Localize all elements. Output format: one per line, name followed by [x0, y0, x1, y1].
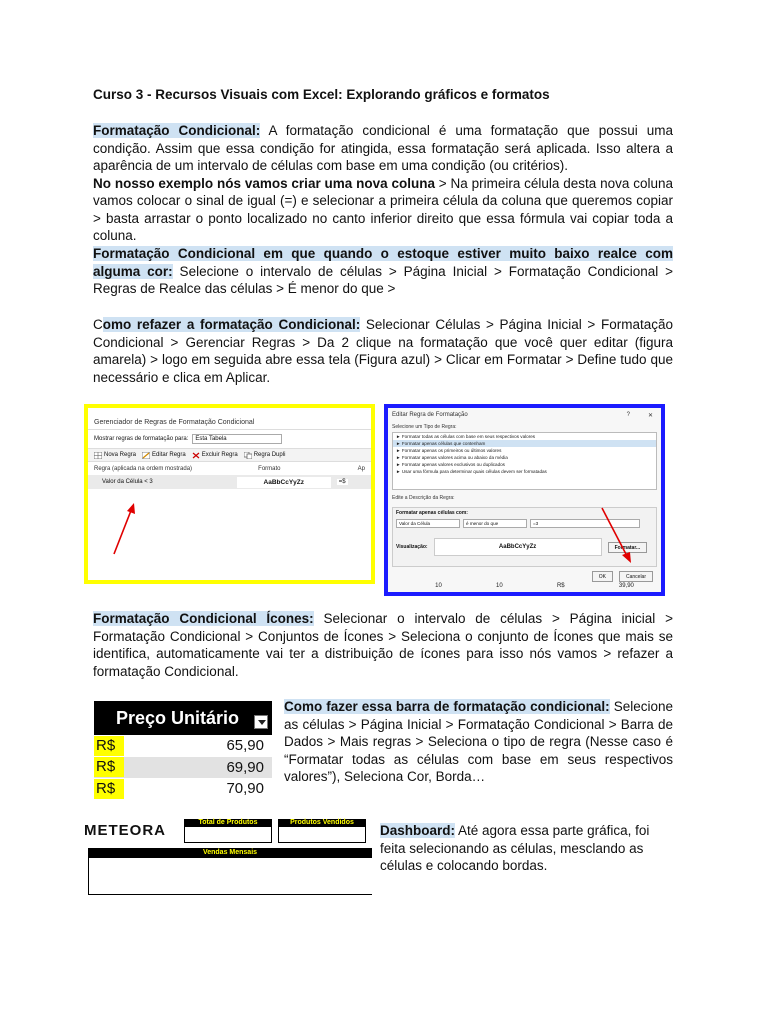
total-products-label: Total de Produtos	[184, 819, 272, 827]
section-label: Dashboard:	[380, 823, 456, 838]
document-title: Curso 3 - Recursos Visuais com Excel: Explorando gráficos e formatos	[93, 87, 550, 102]
applies-to-value: =$	[338, 479, 346, 485]
products-sold-value	[279, 827, 365, 842]
monthly-sales-area	[88, 858, 372, 895]
value-input[interactable]: =3	[530, 519, 640, 528]
paragraph-low-stock-highlight	[93, 245, 673, 298]
products-sold-label: Produtos Vendidos	[278, 819, 366, 827]
currency-cell: R$	[94, 736, 124, 756]
section-label: omo refazer a formatação Condicional:	[102, 317, 361, 332]
table-row	[94, 757, 272, 779]
section-label: Formatação Condicional em que quando o estoque estiver muito baixo realce com alguma cor:	[93, 246, 673, 279]
rule-type-item-selected[interactable]: ► Formatar apenas células que contenham	[393, 440, 656, 447]
edit-icon	[142, 452, 150, 459]
cell-value: 39,90	[618, 583, 634, 589]
products-sold-card	[278, 819, 366, 843]
red-arrow-icon	[110, 502, 140, 558]
condition-field-select[interactable]: Valor da Célula	[396, 519, 460, 528]
rule-type-list	[392, 432, 657, 490]
delete-rule-label: Excluir Regra	[201, 452, 238, 458]
unit-price-table	[94, 701, 272, 800]
currency-cell: R$	[94, 779, 124, 799]
bold-phrase: No nosso exemplo nós vamos criar uma nova coluna	[93, 175, 435, 191]
paragraph-dashboard	[380, 822, 673, 875]
close-icon[interactable]: ✕	[647, 413, 653, 419]
paragraph-text: Selecionar Células > Página Inicial > Formatação Condicional > Gerenciar Regras > Da 2 clique na formatação que você quer editar (figura amarela) > logo em seguida abre essa tela (Figura azul) > Clicar em Formatar > Define tudo que necessário e clica em Aplicar.	[93, 317, 673, 385]
rule-type-item[interactable]: ► Usar uma fórmula para determinar quais células devem ser formatadas	[396, 469, 547, 474]
format-only-label: Formatar apenas células com:	[396, 510, 468, 516]
delete-icon	[192, 452, 200, 459]
copy-icon	[244, 452, 252, 459]
price-header-label: Preço Unitário	[116, 707, 240, 728]
delete-rule-button[interactable]	[192, 452, 238, 459]
rule-type-item[interactable]: ► Formatar apenas valores exclusivos ou duplicados	[396, 462, 505, 467]
total-products-value	[185, 827, 271, 842]
preview-label: Visualização:	[396, 544, 428, 550]
price-value: 70,90	[226, 780, 264, 798]
edit-description-label: Edite a Descrição da Regra:	[392, 495, 455, 501]
rule-type-item[interactable]: ► Formatar apenas valores acima ou abaixo da média	[396, 455, 508, 460]
rules-toolbar	[88, 448, 371, 462]
paragraph-data-bars	[284, 698, 673, 786]
table-row	[94, 735, 272, 757]
paragraph-redo-formatting	[93, 316, 673, 386]
new-rule-label: Nova Regra	[104, 452, 137, 458]
sheet-values-row	[388, 582, 661, 589]
cell-value: R$	[556, 583, 565, 589]
red-arrow-icon	[598, 504, 634, 564]
cell-value: 10	[435, 583, 442, 589]
ok-button[interactable]: OK	[592, 571, 613, 582]
rule-type-item[interactable]: ► Formatar todas as células com base em seus respectivos valores	[396, 434, 536, 439]
rule-type-item[interactable]: ► Formatar apenas os primeiros ou últimos valores	[396, 448, 502, 453]
section-label: Formatação Condicional:	[93, 123, 261, 138]
dialog-title: Gerenciador de Regras de Formatação Condicional	[88, 408, 371, 430]
dashboard-preview	[84, 815, 372, 895]
table-row	[94, 778, 272, 800]
rule-text: Valor da Célula < 3	[102, 479, 153, 485]
section-label-initial: C	[93, 317, 103, 332]
paragraph-icon-sets	[93, 610, 673, 680]
column-rule-header: Regra (aplicada na ordem mostrada)	[94, 466, 193, 472]
price-value: 65,90	[226, 737, 264, 755]
section-label: Como fazer essa barra de formatação condicional:	[284, 699, 610, 714]
show-rules-select[interactable]: Esta Tabela	[192, 434, 282, 444]
cancel-button[interactable]: Cancelar	[619, 571, 653, 582]
help-icon[interactable]: ?	[626, 412, 630, 418]
figure-edit-rule	[384, 404, 665, 596]
select-type-label: Selecione um Tipo de Regra:	[392, 424, 457, 430]
paragraph-conditional-formatting	[93, 122, 673, 245]
price-value: 69,90	[226, 758, 264, 776]
filter-dropdown-icon[interactable]	[254, 715, 268, 729]
figure-rules-manager	[84, 404, 375, 584]
monthly-sales-header: Vendas Mensais	[88, 848, 372, 858]
section-label: Formatação Condicional Ícones:	[93, 611, 314, 626]
column-format-header: Formato	[258, 466, 281, 472]
cell-value: 10	[496, 583, 503, 589]
format-preview: AaBbCcYyZz	[237, 477, 331, 488]
meteora-logo: METEORA	[84, 822, 166, 839]
duplicate-rule-button[interactable]	[244, 452, 286, 459]
show-rules-label: Mostrar regras de formatação para:	[94, 436, 189, 442]
total-products-card	[184, 819, 272, 843]
column-applies-header: Ap	[357, 466, 365, 472]
operator-select[interactable]: é menor do que	[463, 519, 527, 528]
rule-row[interactable]	[88, 475, 371, 489]
paragraph-text: > Na primeira célula desta nova coluna vamos colocar o sinal de igual (=) e selecionar a primeira célula da coluna que queremos copiar > basta arrastar o ponto localizado no canto inferior direito que essa fórmula vai copiar toda a coluna.	[93, 175, 673, 243]
paragraph-text: Selecione o intervalo de células > Página Inicial > Formatação Condicional > Regras de Realce das células > É menor do que >	[93, 263, 673, 296]
currency-cell: R$	[94, 757, 124, 777]
table-header	[94, 701, 272, 735]
paragraph-text: Selecione as células > Página Inicial > Formatação Condicional > Barra de Dados > Mais regras > Seleciona o tipo de regra (Nesse caso é “Formatar todas as células com base em seus respectivos valores”), Seleciona Cor, Borda…	[284, 699, 673, 784]
format-button[interactable]: Formatar...	[608, 542, 648, 553]
dialog-title: Editar Regra de Formatação	[392, 412, 468, 418]
edit-rule-label: Editar Regra	[152, 452, 186, 458]
paragraph-text: Até agora essa parte gráfica, foi feita selecionando as células, mesclando as células e colocando bordas.	[380, 823, 650, 873]
new-rule-button[interactable]	[94, 452, 136, 459]
paragraph-text: Selecionar o intervalo de células > Página inicial > Formatação Condicional > Conjuntos de Ícones > Seleciona o conjunto de Ícones que mais se identifica, automaticamente vai ter a distribuição de ícones para isso nós vamos > refazer a formatação Condicional.	[93, 611, 673, 679]
preview-box: AaBbCcYyZz	[434, 538, 602, 556]
duplicate-rule-label: Regra Dupli	[253, 452, 286, 458]
grid-icon	[94, 452, 102, 459]
paragraph-text: A formatação condicional é uma formatação que possui uma condição. Assim que essa condição for atingida, essa formatação será aplicada. Isso altera a aparência de um intervalo de células com base em uma condição (ou critérios).	[93, 123, 673, 173]
edit-rule-button[interactable]	[142, 452, 186, 459]
